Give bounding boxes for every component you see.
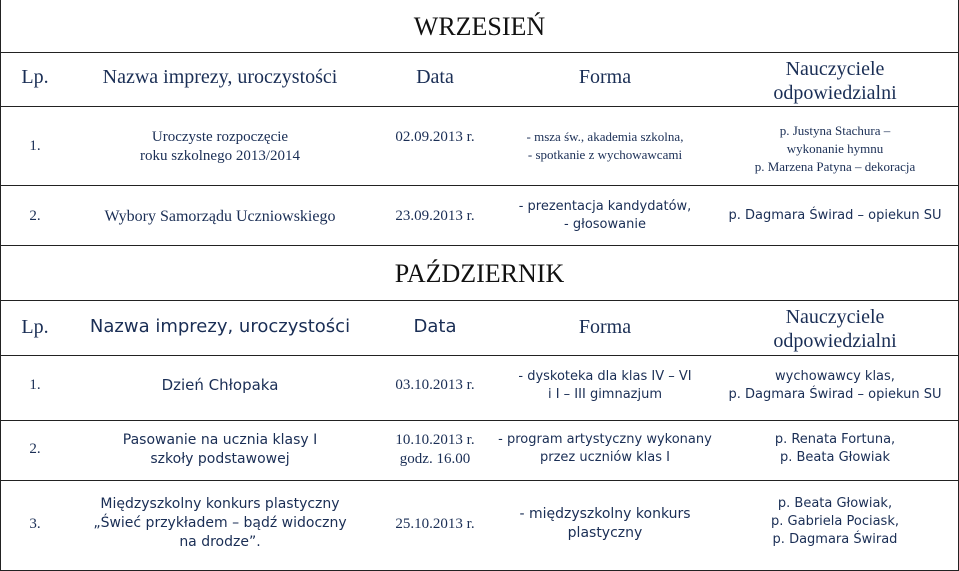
table-row-nauczyciele: p. Dagmara Świrad – opiekun SU — [728, 208, 942, 223]
header-forma: Forma — [578, 316, 632, 338]
text-line: - dyskoteka dla klas IV – VI — [518, 369, 692, 384]
table-row-nauczyciele — [720, 431, 950, 467]
header-lp: Lp. — [21, 316, 49, 338]
text-line: - głosowanie — [564, 217, 646, 232]
table-row-nauczyciele — [720, 122, 950, 176]
table-row-forma — [495, 431, 715, 467]
text-line: p. Beata Głowiak — [779, 450, 891, 465]
text-line: „Świeć przykładem – bądź widoczny — [93, 515, 347, 531]
header-nauczyciele — [720, 57, 950, 105]
header-nauczyciele-line1: Nauczyciele — [785, 58, 885, 80]
table-row-lp: 2. — [29, 208, 41, 224]
text-line: przez uczniów klas I — [540, 450, 670, 465]
table-row-nazwa: Dzień Chłopaka — [161, 376, 279, 394]
text-line: 10.10.2013 r. — [395, 432, 475, 448]
header-nauczyciele — [720, 305, 950, 353]
table-border — [0, 52, 959, 53]
table-row-nazwa: Wybory Samorządu Uczniowskiego — [104, 208, 336, 225]
text-line: - program artystyczny wykonany — [498, 432, 712, 447]
text-line: p. Marzena Patyna – dekoracja — [754, 159, 916, 174]
table-row-lp: 1. — [29, 138, 41, 154]
header-nazwa: Nazwa imprezy, uroczystości — [89, 316, 351, 337]
table-row-data: 02.09.2013 r. — [395, 129, 475, 145]
header-forma: Forma — [578, 66, 632, 88]
table-border — [0, 185, 959, 186]
text-line: p. Dagmara Świrad — [772, 532, 898, 547]
table-row-nauczyciele — [720, 495, 950, 549]
text-line: wychowawcy klas, — [775, 369, 895, 384]
text-line: p. Gabriela Pociask, — [771, 514, 899, 529]
table-border — [0, 420, 959, 421]
text-line: - msza św., akademia szkolna, — [526, 129, 684, 144]
table-row-forma — [505, 198, 705, 234]
header-lp: Lp. — [21, 66, 49, 88]
text-line: p. Renata Fortuna, — [774, 432, 896, 447]
table-row-forma — [505, 368, 705, 404]
header-nazwa: Nazwa imprezy, uroczystości — [102, 66, 338, 88]
text-line: plastyczny — [567, 525, 643, 541]
table-row-nazwa — [80, 128, 360, 166]
text-line: - prezentacja kandydatów, — [518, 199, 692, 214]
section-title-wrzesien: WRZESIEŃ — [413, 12, 546, 41]
header-nauczyciele-line2: odpowiedzialni — [773, 82, 897, 104]
table-row-nazwa — [65, 495, 375, 552]
table-border — [0, 300, 959, 301]
text-line: p. Justyna Stachura – — [779, 123, 891, 138]
text-line: p. Dagmara Świrad – opiekun SU — [728, 387, 942, 402]
table-row-data: 25.10.2013 r. — [395, 516, 475, 532]
table-row-lp: 3. — [29, 516, 41, 532]
table-row-nauczyciele — [715, 368, 955, 404]
header-data: Data — [416, 66, 454, 88]
header-data: Data — [413, 316, 457, 337]
table-row-data: 23.09.2013 r. — [395, 208, 475, 224]
table-row-forma — [505, 505, 705, 543]
text-line: - spotkanie z wychowawcami — [527, 147, 683, 162]
table-border — [0, 106, 959, 107]
table-row-lp: 1. — [29, 377, 41, 393]
header-nauczyciele-line2: odpowiedzialni — [773, 330, 897, 352]
table-row-nazwa — [75, 431, 365, 469]
section-title-pazdziernik: PAŹDZIERNIK — [394, 259, 565, 288]
text-line: p. Beata Głowiak, — [777, 496, 893, 511]
text-line: godz. 16.00 — [399, 451, 471, 467]
table-row-data — [380, 431, 490, 469]
text-line: wykonanie hymnu — [786, 141, 884, 156]
text-line: roku szkolnego 2013/2014 — [140, 148, 300, 164]
table-row-forma — [505, 128, 705, 164]
text-line: Uroczyste rozpoczęcie — [151, 129, 289, 145]
table-border — [0, 480, 959, 481]
text-line: szkoły podstawowej — [150, 451, 290, 467]
header-nauczyciele-line1: Nauczyciele — [785, 306, 885, 328]
text-line: - międzyszkolny konkurs — [519, 506, 691, 522]
table-border — [0, 245, 959, 246]
table-row-data: 03.10.2013 r. — [395, 377, 475, 393]
text-line: i I – III gimnazjum — [547, 387, 663, 402]
table-row-lp: 2. — [29, 441, 41, 457]
text-line: Pasowanie na ucznia klasy I — [122, 432, 318, 448]
table-border — [0, 355, 959, 356]
text-line: Międzyszkolny konkurs plastyczny — [100, 496, 340, 512]
text-line: na drodze”. — [179, 534, 261, 550]
